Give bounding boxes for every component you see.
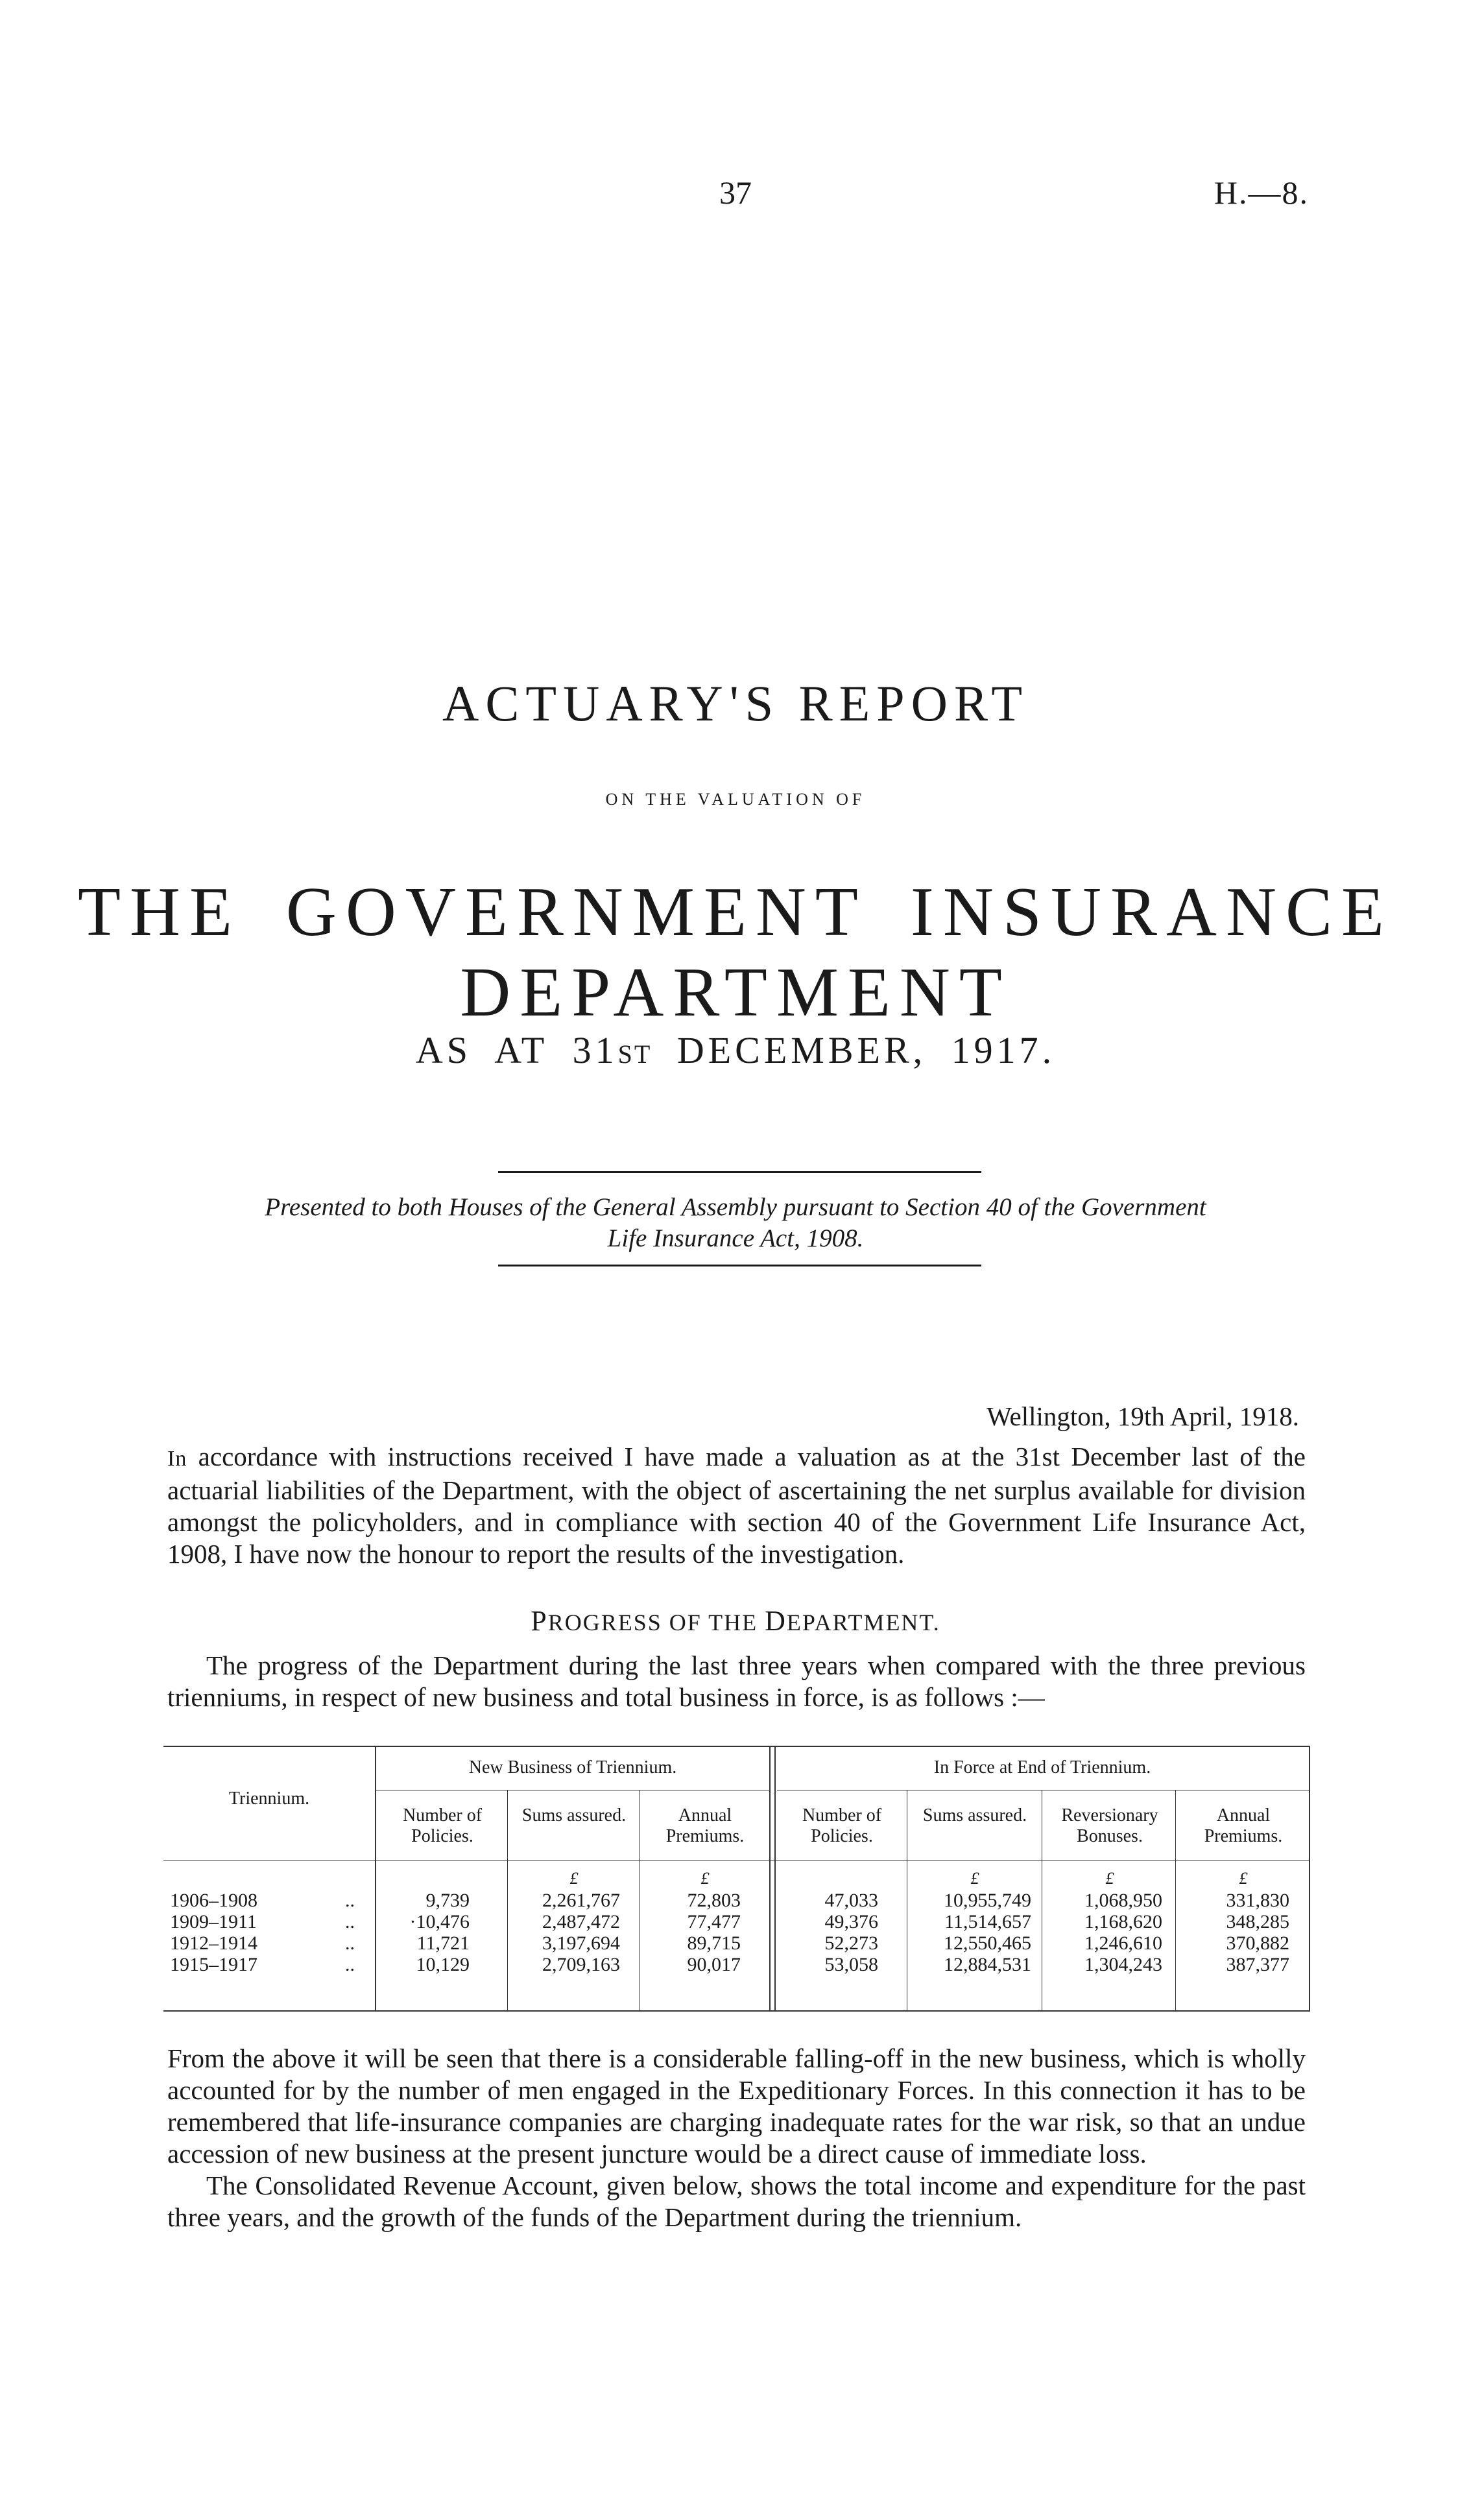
progress-paragraph <box>167 1650 1306 1713</box>
cell-force-policies: 49,376 <box>824 1911 878 1932</box>
cell-bonuses: 1,304,243 <box>1084 1954 1162 1975</box>
falling-off-paragraph: From the above it will be seen that there is a considerable falling-off in the new business, which is wholly accounted for by the number of men engaged in the Expeditionary Forces. In this connection it has to be remembered that life-insurance companies are charging inadequate rates for the war risk, so that an undue accession of new business at the present juncture would be a direct cause of immediate loss. <box>167 2043 1306 2169</box>
section-heading <box>0 1604 1471 1637</box>
row-period: 1909–1911 <box>170 1911 257 1932</box>
heading-cap-p: P <box>531 1605 548 1637</box>
unit-new-premiums: £ <box>700 1869 710 1888</box>
bottom-rule <box>498 1265 981 1266</box>
progress-text: The progress of the Department during the last three years when compared with the three previous trienniums, in respect of new business and total business in force, is as follows :— <box>167 1650 1306 1712</box>
cell-new-premiums: 72,803 <box>687 1890 741 1911</box>
cell-new-sums: 2,261,767 <box>542 1890 620 1911</box>
cell-new-premiums: 89,715 <box>687 1932 741 1954</box>
v-rule-7 <box>1175 1790 1176 2012</box>
date-part-2: DECEMBER, 1917. <box>652 1029 1056 1071</box>
col-header-triennium: Triennium. <box>228 1789 310 1809</box>
cell-force-policies: 52,273 <box>824 1932 878 1954</box>
heading-cap-d: D <box>765 1605 787 1637</box>
row-dots: .. <box>345 1911 355 1932</box>
report-title: ACTUARY'S REPORT <box>442 675 1029 731</box>
row-dots: .. <box>345 1932 355 1954</box>
v-rule-right <box>1309 1746 1310 2012</box>
v-rule-1 <box>375 1746 376 2012</box>
cell-new-sums: 2,487,472 <box>542 1911 620 1932</box>
cell-bonuses: 1,168,620 <box>1084 1911 1162 1932</box>
intro-initial: In <box>167 1447 187 1471</box>
cell-force-sums: 12,884,531 <box>944 1954 1031 1975</box>
unit-bonuses: £ <box>1105 1869 1114 1888</box>
v-rule-2 <box>507 1790 508 2012</box>
group-header-new: New Business of Triennium. <box>468 1757 677 1777</box>
table-bottom-rule <box>163 2010 1310 2012</box>
progress-table <box>163 1746 1310 2012</box>
v-rule-4a <box>769 1746 771 2012</box>
row-period: 1912–1914 <box>170 1932 257 1954</box>
presented-line-1: Presented to both Houses of the General Assembly pursuant to Section 40 of the Government <box>265 1193 1206 1221</box>
row-period: 1906–1908 <box>170 1890 257 1911</box>
document-reference: H.—8. <box>1214 174 1309 211</box>
date-part-1: AS AT 31 <box>415 1029 618 1071</box>
cell-force-sums: 10,955,749 <box>944 1890 1031 1911</box>
col-header-new-premiums: Annual Premiums. <box>665 1805 745 1846</box>
cell-force-policies: 47,033 <box>824 1890 878 1911</box>
cell-force-sums: 12,550,465 <box>944 1932 1031 1954</box>
presented-note <box>162 1192 1309 1254</box>
unit-force-sums: £ <box>970 1869 979 1888</box>
cell-force-premiums: 348,285 <box>1226 1911 1289 1932</box>
cell-bonuses: 1,068,950 <box>1084 1890 1162 1911</box>
cell-new-policies: 10,129 <box>416 1954 470 1975</box>
report-subtitle: ON THE VALUATION OF <box>605 790 866 809</box>
cell-new-sums: 2,709,163 <box>542 1954 620 1975</box>
dateline: Wellington, 19th April, 1918. <box>987 1401 1299 1431</box>
valuation-date <box>0 1028 1471 1072</box>
col-header-new-sums: Sums assured. <box>521 1805 627 1825</box>
heading-rest-2: EPARTMENT. <box>786 1610 940 1635</box>
cell-new-premiums: 90,017 <box>687 1954 741 1975</box>
cell-force-sums: 11,514,657 <box>944 1911 1031 1932</box>
cell-new-policies: 11,721 <box>416 1932 470 1954</box>
row-dots: .. <box>345 1890 355 1911</box>
page-number: 37 <box>719 174 752 211</box>
row-dots: .. <box>345 1954 355 1975</box>
intro-text: accordance with instructions received I have made a valuation as at the 31st December last of the actuarial liabilities of the Department, with the object of ascertaining the net surplus available for division amongst the policyholders, and in compliance with section 40 of the Government Life Insurance Act, 1908, I have now the honour to report the results of the investigation. <box>167 1442 1306 1569</box>
cell-force-premiums: 370,882 <box>1226 1932 1289 1954</box>
cell-force-premiums: 331,830 <box>1226 1890 1289 1911</box>
col-header-bonuses: Reversionary Bonuses. <box>1061 1805 1158 1846</box>
cell-new-policies: 9,739 <box>425 1890 470 1911</box>
group-header-force: In Force at End of Triennium. <box>933 1757 1151 1777</box>
intro-paragraph <box>167 1441 1306 1570</box>
presented-line-2: Life Insurance Act, 1908. <box>607 1224 864 1252</box>
col-header-new-policies: Number of Policies. <box>402 1805 483 1846</box>
unit-force-premiums: £ <box>1239 1869 1248 1888</box>
cell-force-policies: 53,058 <box>824 1954 878 1975</box>
cell-new-sums: 3,197,694 <box>542 1932 620 1954</box>
col-header-force-policies: Number of Policies. <box>802 1805 882 1846</box>
col-header-force-sums: Sums assured. <box>922 1805 1027 1825</box>
row-period: 1915–1917 <box>170 1954 257 1975</box>
date-ordinal: ST <box>617 1040 652 1069</box>
table-top-rule <box>163 1746 1310 1747</box>
department-title: THE GOVERNMENT INSURANCE DEPARTMENT <box>78 874 1393 1031</box>
v-rule-4b <box>774 1746 776 2012</box>
cell-force-premiums: 387,377 <box>1226 1954 1289 1975</box>
cell-new-policies: ·10,476 <box>409 1911 470 1932</box>
unit-new-sums: £ <box>569 1869 579 1888</box>
heading-rest-1: ROGRESS OF THE <box>547 1610 765 1635</box>
top-rule <box>498 1171 981 1173</box>
cell-bonuses: 1,246,610 <box>1084 1932 1162 1954</box>
cell-new-premiums: 77,477 <box>687 1911 741 1932</box>
after-table-text <box>167 2043 1306 2233</box>
col-header-force-premiums: Annual Premiums. <box>1204 1805 1283 1846</box>
revenue-account-paragraph: The Consolidated Revenue Account, given below, shows the total income and expenditure for the past three years, and the growth of the funds of the Department during the triennium. <box>167 2170 1306 2232</box>
